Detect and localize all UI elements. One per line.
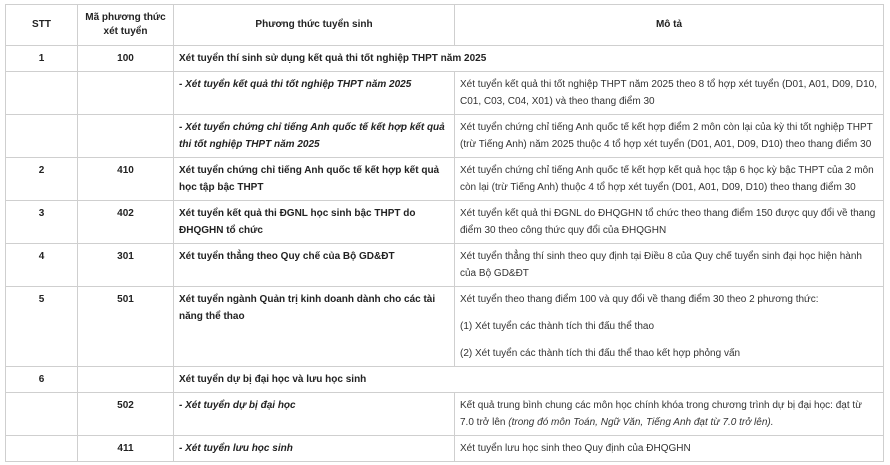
row-description: Xét tuyển chứng chỉ tiếng Anh quốc tế kết hợp điểm 2 môn còn lại của kỳ thi tốt nghiệp THPT (trừ Tiếng Anh) năm 2025 thuộc 4 tổ hợp xét tuyển (D01, A01, D09, D10) theo thang điểm 30 — [455, 115, 884, 158]
row-description: Xét tuyển kết quả thi ĐGNL do ĐHQGHN tổ chức theo thang điểm 150 được quy đổi về thang điểm 30 theo công thức quy đổi của ĐHQGHN — [455, 201, 884, 244]
row-code: 411 — [78, 436, 174, 462]
table-row — [6, 46, 884, 72]
row-description: Xét tuyển thẳng thí sinh theo quy định tại Điều 8 của Quy chế tuyển sinh đại học hiện hành của Bộ GD&ĐT — [455, 244, 884, 287]
row-description: Xét tuyển lưu học sinh theo Quy định của ĐHQGHN — [455, 436, 884, 462]
header-code: Mã phương thức xét tuyển — [78, 5, 174, 46]
header-method: Phương thức tuyển sinh — [174, 5, 455, 46]
description-main: Kết quả trung bình chung các môn học chính khóa trong chương trình dự bị đại học: đạt từ 7.0 trở lên — [460, 400, 862, 428]
row-description — [455, 393, 884, 436]
row-stt: 5 — [6, 287, 78, 367]
row-code: 501 — [78, 287, 174, 367]
row-method: Xét tuyển thẳng theo Quy chế của Bộ GD&ĐT — [174, 244, 455, 287]
table-header-row — [6, 5, 884, 46]
row-method: Xét tuyển ngành Quản trị kinh doanh dành cho các tài năng thể thao — [174, 287, 455, 367]
row-stt: 1 — [6, 46, 78, 72]
header-stt: STT — [6, 5, 78, 46]
row-method: - Xét tuyển lưu học sinh — [174, 436, 455, 462]
admission-methods-table — [5, 4, 884, 462]
row-method: Xét tuyển dự bị đại học và lưu học sinh — [174, 367, 884, 393]
table-row — [6, 201, 884, 244]
table-row — [6, 244, 884, 287]
row-method: Xét tuyển kết quả thi ĐGNL học sinh bậc THPT do ĐHQGHN tổ chức — [174, 201, 455, 244]
row-method: Xét tuyển thí sinh sử dụng kết quả thi tốt nghiệp THPT năm 2025 — [174, 46, 884, 72]
row-code: 402 — [78, 201, 174, 244]
table-row — [6, 158, 884, 201]
row-stt: 4 — [6, 244, 78, 287]
description-line: (1) Xét tuyển các thành tích thi đấu thể thao — [460, 321, 655, 332]
row-description: Xét tuyển kết quả thi tốt nghiệp THPT năm 2025 theo 8 tổ hợp xét tuyển (D01, A01, D09, D10, C01, C03, C04, X01) và theo thang điểm 30 — [455, 72, 884, 115]
row-stt: 2 — [6, 158, 78, 201]
table-row — [6, 436, 884, 462]
row-code — [78, 367, 174, 393]
table-row — [6, 115, 884, 158]
row-method: - Xét tuyển chứng chỉ tiếng Anh quốc tế kết hợp kết quả thi tốt nghiệp THPT năm 2025 — [174, 115, 455, 158]
row-description — [455, 287, 884, 367]
row-code: 502 — [78, 393, 174, 436]
row-stt: 3 — [6, 201, 78, 244]
row-code: 410 — [78, 158, 174, 201]
row-stt — [6, 393, 78, 436]
row-description: Xét tuyển chứng chỉ tiếng Anh quốc tế kết hợp kết quả học tập 6 học kỳ bậc THPT của 2 môn còn lại (trừ Tiếng Anh) thuộc 4 tổ hợp xét tuyển (D01, A01, D09, D10) theo thang điểm 30 — [455, 158, 884, 201]
table-row — [6, 287, 884, 367]
table-row — [6, 367, 884, 393]
description-line: Xét tuyển theo thang điểm 100 và quy đổi về thang điểm 30 theo 2 phương thức: — [460, 294, 819, 305]
row-stt — [6, 436, 78, 462]
row-stt — [6, 115, 78, 158]
row-method: Xét tuyển chứng chỉ tiếng Anh quốc tế kết hợp kết quả học tập bậc THPT — [174, 158, 455, 201]
row-stt — [6, 72, 78, 115]
row-code: 100 — [78, 46, 174, 72]
row-method: - Xét tuyển dự bị đại học — [174, 393, 455, 436]
row-code — [78, 72, 174, 115]
description-italic: (trong đó môn Toán, Ngữ Văn, Tiếng Anh đạt từ 7.0 trở lên). — [508, 417, 774, 428]
row-code: 301 — [78, 244, 174, 287]
row-method: - Xét tuyển kết quả thi tốt nghiệp THPT năm 2025 — [174, 72, 455, 115]
header-description: Mô tả — [455, 5, 884, 46]
description-line: (2) Xét tuyển các thành tích thi đấu thể thao kết hợp phỏng vấn — [460, 348, 741, 359]
table-row — [6, 72, 884, 115]
row-stt: 6 — [6, 367, 78, 393]
table-row — [6, 393, 884, 436]
row-code — [78, 115, 174, 158]
